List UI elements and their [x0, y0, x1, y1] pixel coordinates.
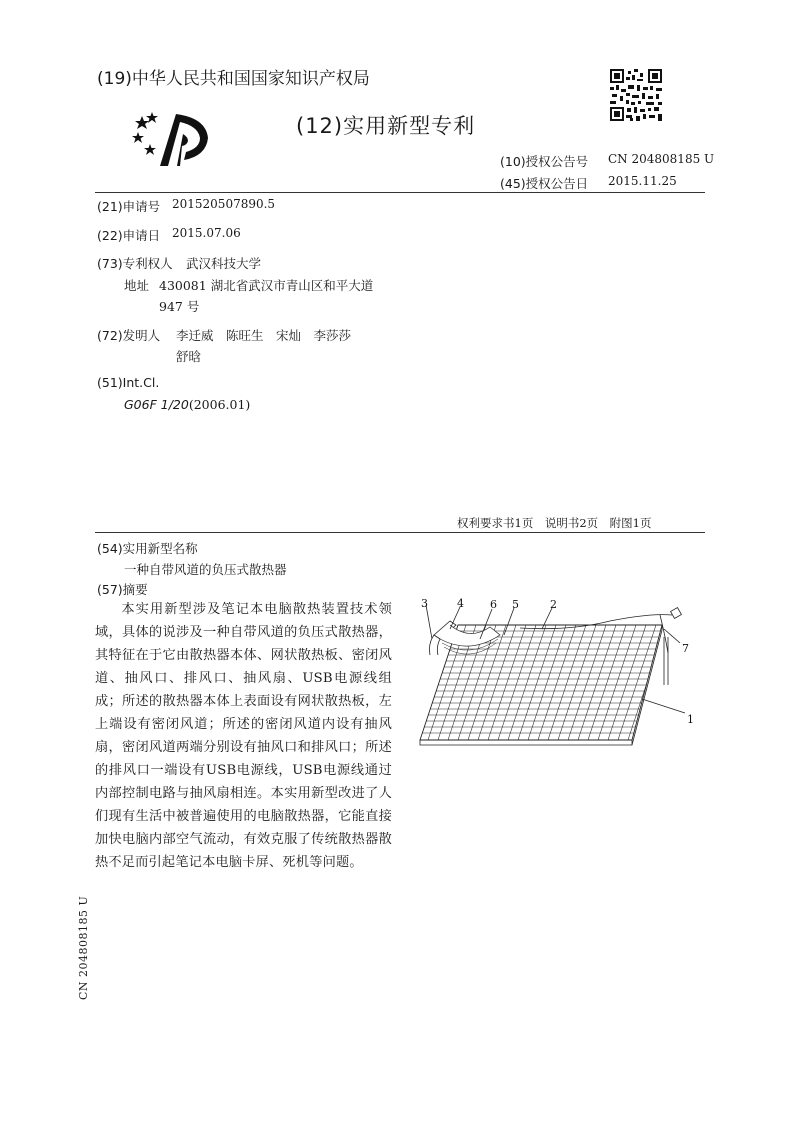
inventors-label: (72)发明人 [97, 328, 161, 343]
int-cl [124, 397, 250, 412]
inventors-line-2: 舒晗 [176, 349, 202, 364]
figure-label-7: 7 [682, 642, 689, 655]
publication-number-label: (10)授权公告号 [500, 154, 589, 169]
address-label: 地址 [124, 278, 150, 293]
utility-model-title: 一种自带风道的负压式散热器 [124, 562, 287, 577]
cnipa-logo [130, 108, 210, 170]
figure-label-4: 4 [457, 597, 464, 610]
abstract-label: (57)摘要 [97, 582, 148, 597]
int-cl-version: (2006.01) [188, 397, 251, 412]
title-label: (54)实用新型名称 [97, 541, 198, 556]
figure-label-1: 1 [687, 713, 694, 726]
int-cl-label: (51)Int.Cl. [97, 375, 160, 390]
address-line-2: 947 号 [159, 299, 200, 314]
qr-code [610, 69, 662, 121]
address-line-1: 430081 湖北省武汉市青山区和平大道 [159, 278, 374, 293]
office-name: (19)中华人民共和国国家知识产权局 [97, 69, 370, 89]
figure-label-5: 5 [512, 598, 519, 611]
document-type: (12)实用新型专利 [296, 114, 476, 138]
application-date-label: (22)申请日 [97, 228, 161, 243]
page-counts: 权利要求书1页 说明书2页 附图1页 [457, 516, 652, 530]
abstract-figure [410, 595, 710, 755]
application-date: 2015.07.06 [172, 226, 241, 240]
inventors-line-1: 李迁威 陈旺生 宋灿 李莎莎 [176, 328, 352, 343]
sidebar-publication-number: CN 204808185 U [77, 895, 90, 1000]
application-number-label: (21)申请号 [97, 199, 161, 214]
section-rule [95, 532, 705, 533]
figure-label-2: 2 [550, 598, 557, 611]
patentee-label: (73)专利权人 [97, 256, 173, 271]
header-rule [95, 192, 705, 193]
int-cl-code: G06F 1/20 [124, 397, 189, 412]
abstract-text: 本实用新型涉及笔记本电脑散热装置技术领域，具体的说涉及一种自带风道的负压式散热器，其特征在于它由散热器本体、网状散热板、密闭风道、抽风口、排风口、抽风扇、USB电源线组成；所述的散热器本体上表面设有网状散热板，左上端设有密闭风道；所述的密闭风道内设有抽风扇，密闭风道两端分别设有抽风口和排风口；所述的排风口一端设有USB电源线，USB电源线通过内部控制电路与抽风扇相连。本实用新型改进了人们现有生活中被普遍使用的电脑散热器，它能直接加快电脑内部空气流动，有效克服了传统散热器散热不足而引起笔记本电脑卡屏、死机等问题。 [95, 602, 392, 870]
publication-number: CN 204808185 U [608, 152, 715, 166]
application-number: 201520507890.5 [172, 197, 276, 211]
figure-label-3: 3 [421, 597, 428, 610]
publication-date-label: (45)授权公告日 [500, 176, 589, 191]
patentee: 武汉科技大学 [186, 256, 262, 271]
publication-date: 2015.11.25 [608, 174, 677, 188]
figure-label-6: 6 [490, 598, 497, 611]
